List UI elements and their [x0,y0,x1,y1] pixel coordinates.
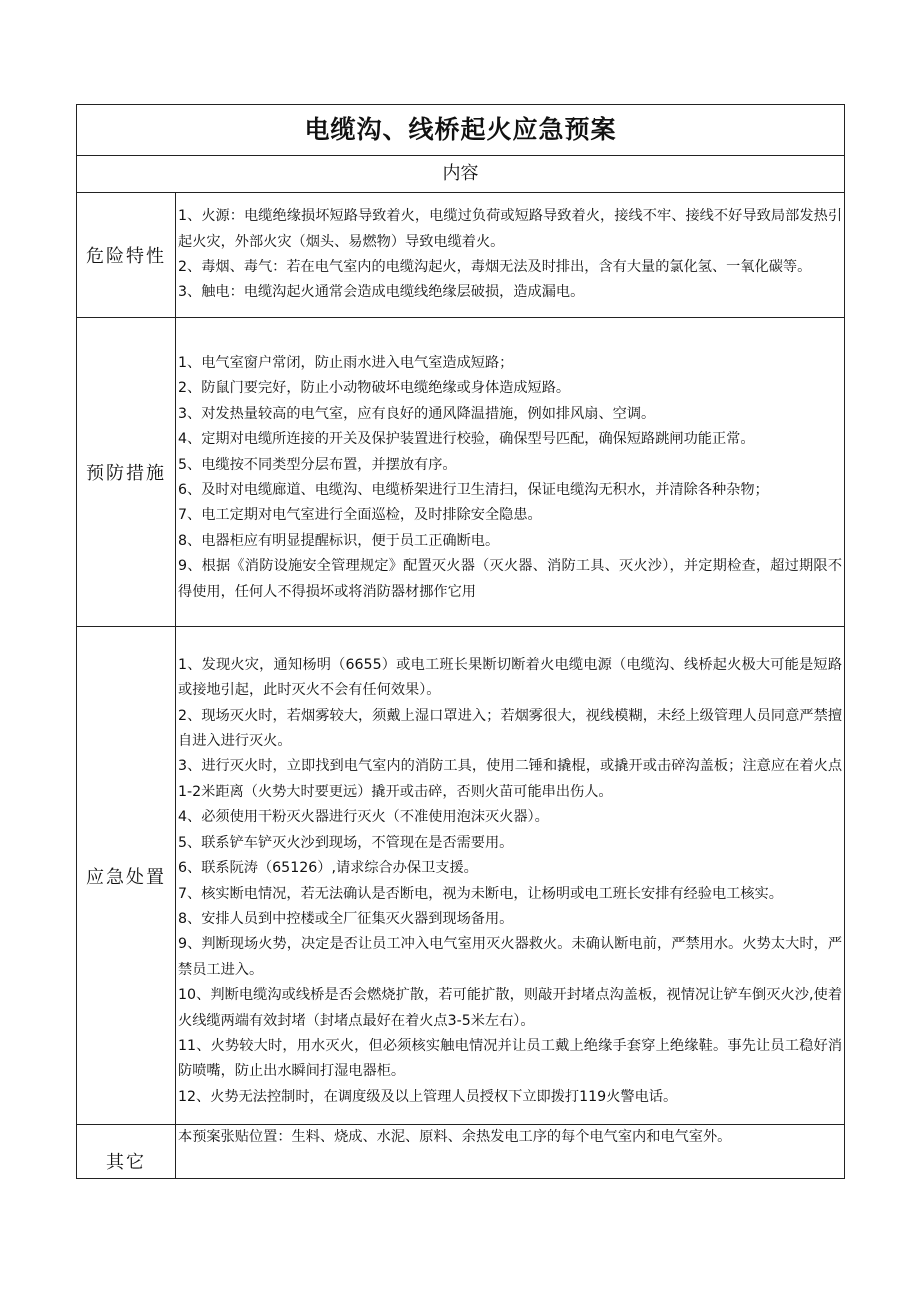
prevention-item: 7、电工定期对电气室进行全面巡检，及时排除安全隐患。 [178,507,542,524]
section-label-other: 其它 [77,1125,176,1179]
section-label-emergency: 应急处置 [77,627,176,1125]
document-title: 电缆沟、线桥起火应急预案 [77,105,845,156]
emergency-item: 5、联系铲车铲灭火沙到现场，不管现在是否需要用。 [178,834,514,851]
prevention-item: 6、及时对电缆廊道、电缆沟、电缆桥架进行卫生清扫，保证电缆沟无积水，并清除各种杂物； [178,482,769,498]
content-header: 内容 [77,156,845,193]
emergency-item: 2、现场灭火时，若烟雾较大，须戴上湿口罩进入；若烟雾很大，视线模糊，未经上级管理人员同意严禁擅自进入进行灭火。 [178,707,843,750]
header-row [77,156,845,193]
emergency-item: 3、进行灭火时，立即找到电气室内的消防工具，使用二锤和撬棍，或撬开或击碎沟盖板；注意应在着火点1-2米距离（火势大时要更远）撬开或击碎，否则火苗可能串出伤人。 [178,758,843,800]
document-sheet [76,104,844,1173]
emergency-item: 12、火势无法控制时，在调度级及以上管理人员授权下立即拨打119火警电话。 [178,1088,678,1105]
section-content-prevention [176,318,845,627]
emergency-plan-table [76,104,845,1179]
emergency-item: 11、火势较大时，用水灭火，但必须核实触电情况并让员工戴上绝缘手套穿上绝缘鞋。事先让员工稳好消防喷嘴，防止出水瞬间打湿电器柜。 [178,1037,843,1080]
prevention-item: 3、对发热量较高的电气室，应有良好的通风降温措施，例如排风扇、空调。 [178,405,656,422]
prevention-item: 8、电器柜应有明显提醒标识，便于员工正确断电。 [178,532,500,549]
title-row [77,105,845,156]
emergency-item: 4、必须使用干粉灭火器进行灭火（不准使用泡沫灭火器）。 [178,809,549,826]
prevention-item: 5、电缆按不同类型分层布置，并摆放有序。 [178,456,457,473]
hazard-item: 2、毒烟、毒气：若在电气室内的电缆沟起火，毒烟无法及时排出，含有大量的氯化氢、一氧化碳等。 [178,259,812,275]
hazard-item: 1、火源：电缆绝缘损坏短路导致着火，电缆过负荷或短路导致着火，接线不牢、接线不好导致局部发热引起火灾，外部火灾（烟头、易燃物）导致电缆着火。 [178,208,843,250]
emergency-item: 6、联系阮涛（65126）,请求综合办保卫支援。 [178,860,478,877]
other-item: 本预案张贴位置：生料、烧成、水泥、原料、余热发电工序的每个电气室内和电气室外。 [178,1129,732,1145]
emergency-item: 8、安排人员到中控楼或全厂征集灭火器到现场备用。 [178,910,514,927]
prevention-item: 9、根据《消防设施安全管理规定》配置灭火器（灭火器、消防工具、灭火沙），并定期检查，超过期限不得使用，任何人不得损坏或将消防器材挪作它用 [178,558,843,600]
emergency-item: 7、核实断电情况，若无法确认是否断电，视为未断电，让杨明或电工班长安排有经验电工核实。 [178,885,783,902]
section-label-prevention: 预防措施 [77,318,176,627]
hazard-item: 3、触电：电缆沟起火通常会造成电缆线绝缘层破损，造成漏电。 [178,284,585,301]
section-content-emergency [176,627,845,1125]
section-hazard [77,193,845,318]
section-label-hazard: 危险特性 [77,193,176,318]
section-prevention [77,318,845,627]
section-emergency [77,627,845,1125]
prevention-item: 4、定期对电缆所连接的开关及保护装置进行校验，确保型号匹配，确保短路跳闸功能正常。 [178,431,755,448]
emergency-item: 9、判断现场火势，决定是否让员工冲入电气室用灭火器救火。未确认断电前，严禁用水。火势太大时，严禁员工进入。 [178,936,843,978]
emergency-item: 10、判断电缆沟或线桥是否会燃烧扩散，若可能扩散，则敲开封堵点沟盖板，视情况让铲车倒灭火沙,使着火线缆两端有效封堵（封堵点最好在着火点3-5米左右）。 [178,987,843,1029]
prevention-item: 1、电气室窗户常闭，防止雨水进入电气室造成短路； [178,354,514,371]
section-other [77,1125,845,1179]
section-content-hazard [176,193,845,318]
emergency-item: 1、发现火灾，通知杨明（6655）或电工班长果断切断着火电缆电源（电缆沟、线桥起火极大可能是短路或接地引起，此时灭火不会有任何效果）。 [178,656,843,699]
section-content-other [176,1125,845,1179]
prevention-item: 2、防鼠门要完好，防止小动物破坏电缆绝缘或身体造成短路。 [178,380,571,397]
